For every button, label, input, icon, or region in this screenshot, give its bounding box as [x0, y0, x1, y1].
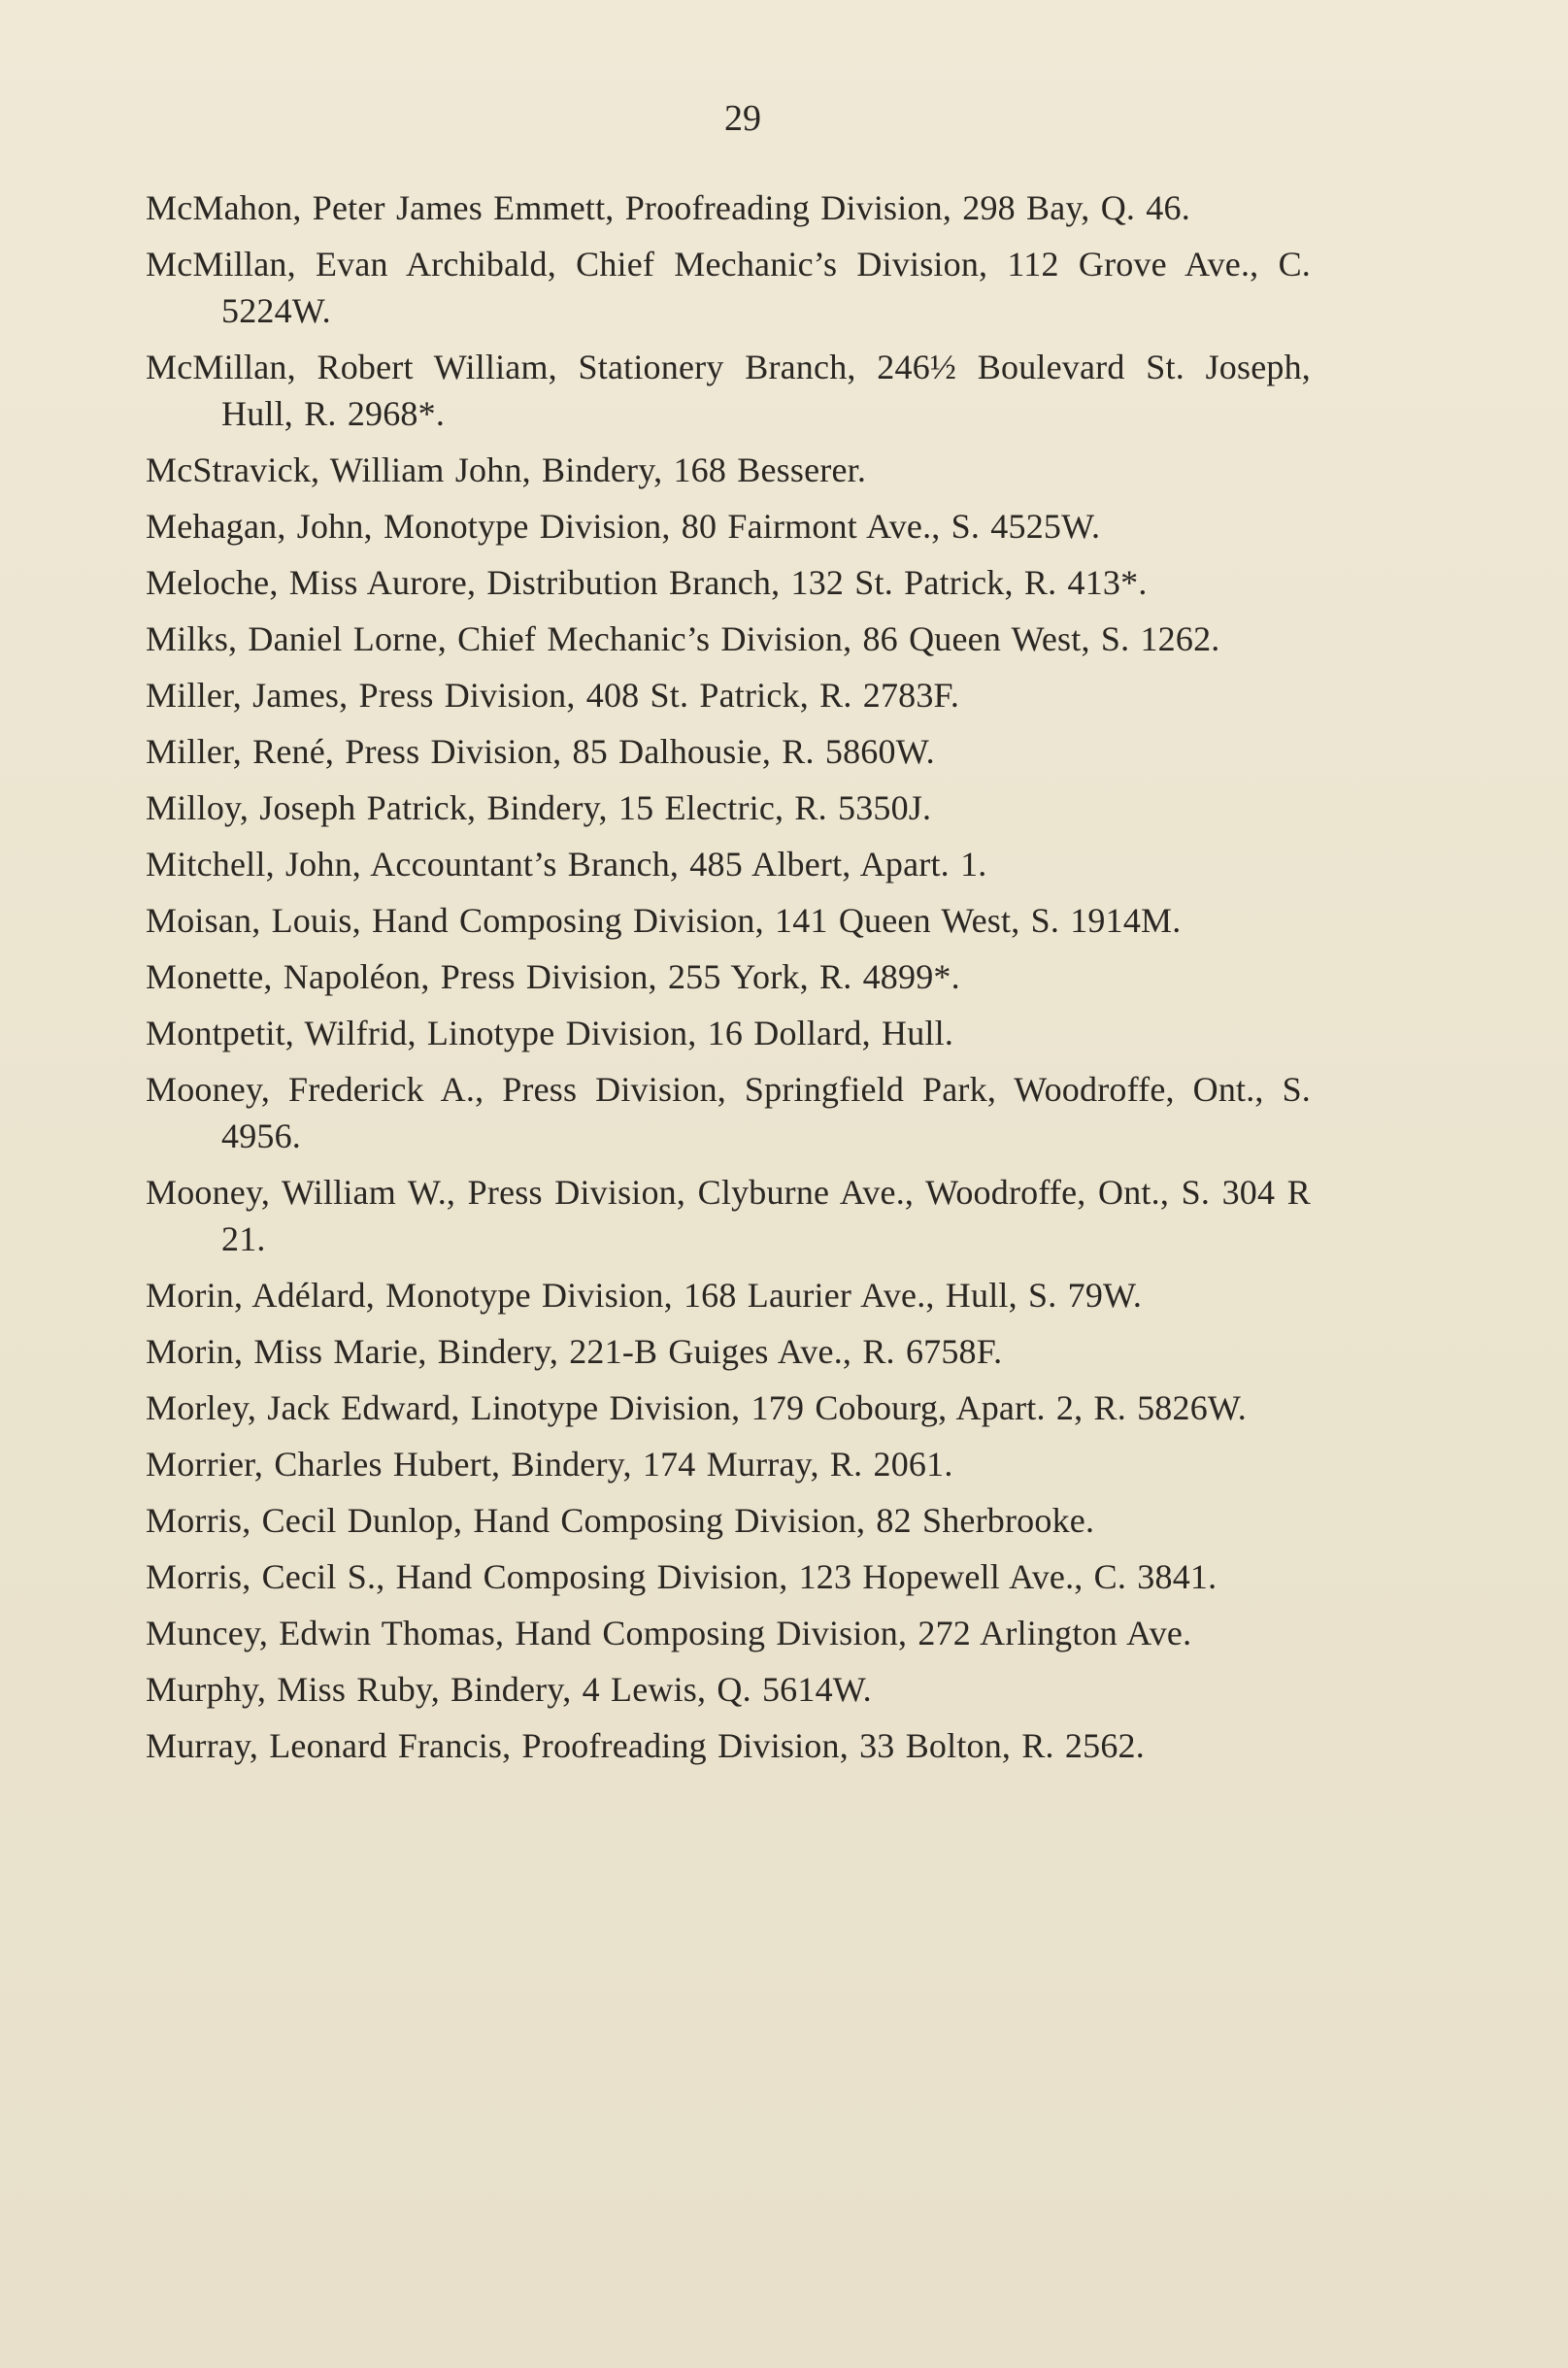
directory-entry: Mehagan, John, Monotype Division, 80 Fairmont Ave., S. 4525W.	[146, 507, 1101, 546]
directory-entry: Mooney, Frederick A., Press Division, Springfield Park, Woodroffe, Ont., S. 4956.	[146, 1070, 1311, 1155]
directory-entry: Morley, Jack Edward, Linotype Division, 179 Cobourg, Apart. 2, R. 5826W.	[146, 1388, 1247, 1427]
directory-entry: Meloche, Miss Aurore, Distribution Branch, 132 St. Patrick, R. 413*.	[146, 563, 1148, 602]
directory-entry: Mooney, William W., Press Division, Clyburne Ave., Woodroffe, Ont., S. 304 R 21.	[146, 1173, 1311, 1258]
directory-entry: McMahon, Peter James Emmett, Proofreading Division, 298 Bay, Q. 46.	[146, 188, 1190, 227]
directory-entry: Morris, Cecil Dunlop, Hand Composing Division, 82 Sherbrooke.	[146, 1501, 1095, 1540]
directory-entry: Mitchell, John, Accountant’s Branch, 485 Albert, Apart. 1.	[146, 845, 987, 884]
directory-entry: Montpetit, Wilfrid, Linotype Division, 16 Dollard, Hull.	[146, 1014, 954, 1052]
directory-entry: Murphy, Miss Ruby, Bindery, 4 Lewis, Q. 5614W.	[146, 1670, 872, 1709]
directory-entry: Morris, Cecil S., Hand Composing Division, 123 Hopewell Ave., C. 3841.	[146, 1557, 1218, 1596]
directory-entry: Morin, Adélard, Monotype Division, 168 Laurier Ave., Hull, S. 79W.	[146, 1276, 1143, 1315]
directory-entry: Muncey, Edwin Thomas, Hand Composing Division, 272 Arlington Ave.	[146, 1614, 1192, 1652]
directory-entry: Monette, Napoléon, Press Division, 255 York, R. 4899*.	[146, 957, 960, 996]
directory-entry: Milks, Daniel Lorne, Chief Mechanic’s Division, 86 Queen West, S. 1262.	[146, 619, 1220, 658]
directory-entry: McMillan, Robert William, Stationery Branch, 246½ Boulevard St. Joseph, Hull, R. 2968*.	[146, 348, 1311, 433]
directory-entry: Miller, René, Press Division, 85 Dalhousie, R. 5860W.	[146, 732, 935, 771]
directory-entry: Milloy, Joseph Patrick, Bindery, 15 Electric, R. 5350J.	[146, 788, 932, 827]
directory-entry: Morin, Miss Marie, Bindery, 221-B Guiges Ave., R. 6758F.	[146, 1332, 1003, 1371]
directory-entry: Morrier, Charles Hubert, Bindery, 174 Murray, R. 2061.	[146, 1445, 953, 1484]
directory-entry-list	[146, 184, 1311, 1779]
directory-entry: Murray, Leonard Francis, Proofreading Division, 33 Bolton, R. 2562.	[146, 1726, 1145, 1765]
directory-entry: McStravick, William John, Bindery, 168 Besserer.	[146, 450, 867, 489]
directory-entry: Miller, James, Press Division, 408 St. Patrick, R. 2783F.	[146, 676, 960, 715]
directory-entry: Moisan, Louis, Hand Composing Division, 141 Queen West, S. 1914M.	[146, 901, 1182, 940]
page-number: 29	[724, 98, 761, 139]
directory-entry: McMillan, Evan Archibald, Chief Mechanic’s Division, 112 Grove Ave., C. 5224W.	[146, 245, 1311, 330]
